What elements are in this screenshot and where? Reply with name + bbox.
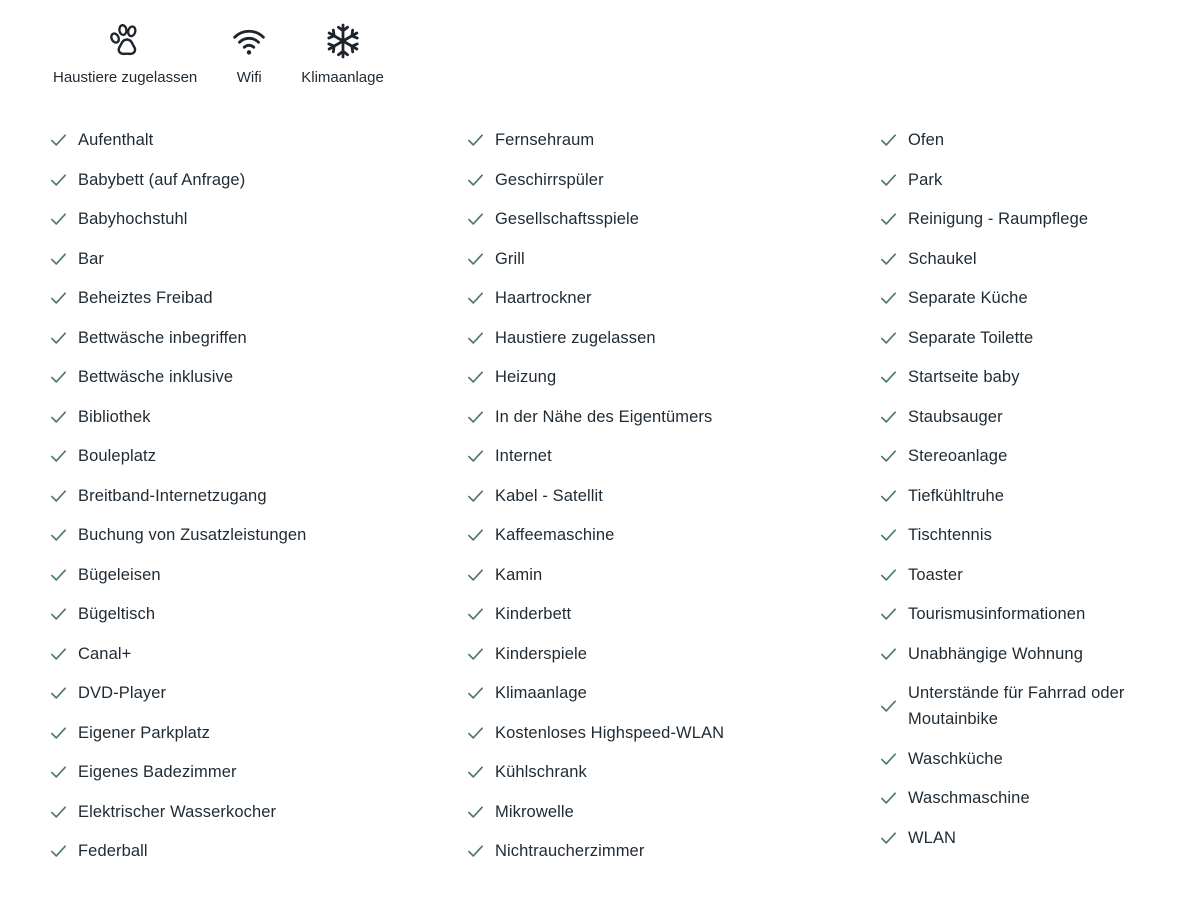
check-icon [467,765,484,779]
amenity-label: Bouleplatz [78,447,157,465]
amenity-item [880,483,1200,509]
check-icon [467,805,484,819]
paw-icon [106,20,144,62]
amenity-item [467,325,880,351]
check-icon [50,568,67,582]
check-icon [467,370,484,384]
amenities-column-1 [50,127,467,878]
check-icon [50,647,67,661]
amenity-item [467,641,880,667]
amenity-item [880,285,1200,311]
amenity-label: Kostenloses Highspeed-WLAN [495,723,725,742]
amenities-column-3 [880,127,1200,878]
check-icon [467,173,484,187]
amenity-item [50,285,467,311]
feature-aircon [301,20,384,87]
amenity-item [467,167,880,193]
check-icon [880,370,897,384]
check-icon [880,489,897,503]
amenity-label: Buchung von Zusatzleistungen [78,526,307,544]
check-icon [50,133,67,147]
amenity-label: Eigener Parkplatz [78,723,210,742]
check-icon [880,133,897,147]
amenity-label: In der Nähe des Eigentümers [495,407,713,426]
amenity-label: Tischtennis [908,526,992,544]
amenity-item [50,483,467,509]
check-icon [50,252,67,266]
check-icon [50,449,67,463]
amenity-label: Reinigung - Raumpflege [908,210,1089,228]
amenity-label: Bügeltisch [78,605,156,623]
check-icon [50,370,67,384]
check-icon [880,607,897,621]
amenity-label: Haustiere zugelassen [495,328,656,347]
amenity-item [467,285,880,311]
amenity-item [50,206,467,232]
amenity-item [467,799,880,825]
amenity-item [880,680,1200,732]
check-icon [880,449,897,463]
amenity-label: Grill [495,249,525,268]
amenity-label: Breitband-Internetzugang [78,486,267,505]
check-icon [50,291,67,305]
check-icon [880,647,897,661]
amenity-label: Kinderspiele [495,644,588,663]
amenity-item [467,680,880,706]
amenity-label: WLAN [908,828,957,847]
check-icon [467,647,484,661]
amenity-label: Bügeleisen [78,565,161,584]
amenity-label: Internet [495,447,552,465]
wifi-icon [230,20,268,62]
amenity-item [50,167,467,193]
amenity-item [467,483,880,509]
check-icon [467,449,484,463]
check-icon [467,212,484,226]
amenity-label: Canal+ [78,644,132,663]
amenity-label: Staubsauger [908,407,1003,426]
amenity-label: Gesellschaftsspiele [495,210,640,228]
check-icon [880,699,897,713]
check-icon [467,726,484,740]
amenity-item [880,522,1200,548]
feature-label-pets: Haustiere zugelassen [53,69,198,86]
amenity-label: Ofen [908,131,945,149]
check-icon [880,331,897,345]
amenity-label: Kaffeemaschine [495,526,615,544]
check-icon [50,844,67,858]
amenity-item [50,364,467,390]
amenity-item [467,246,880,272]
amenity-item [880,641,1200,667]
amenity-item [467,206,880,232]
amenities-column-2 [467,127,880,878]
amenity-label: Beheiztes Freibad [78,289,213,307]
check-icon [880,252,897,266]
amenity-label: Unterstände für Fahrrad oder Moutainbike [908,684,1125,728]
amenity-label: Haartrockner [495,289,592,307]
amenity-item [467,601,880,627]
check-icon [880,831,897,845]
amenity-label: Stereoanlage [908,447,1008,465]
amenity-label: Bibliothek [78,407,151,426]
amenity-item [467,838,880,864]
amenity-label: Bar [78,249,104,268]
amenity-item [467,127,880,153]
check-icon [467,528,484,542]
amenity-label: Kabel - Satellit [495,486,603,505]
amenity-label: Babyhochstuhl [78,210,188,228]
amenity-item [50,443,467,469]
amenity-item [50,246,467,272]
check-icon [880,410,897,424]
amenity-label: Federball [78,842,148,860]
feature-label-wifi: Wifi [236,69,262,86]
feature-icons-header [0,0,1200,87]
amenity-item [880,746,1200,772]
amenity-item [880,325,1200,351]
amenity-item [880,404,1200,430]
amenity-item [467,759,880,785]
amenity-label: Geschirrspüler [495,170,604,189]
amenity-item [50,404,467,430]
amenity-item [467,720,880,746]
check-icon [880,752,897,766]
check-icon [467,568,484,582]
check-icon [467,331,484,345]
feature-label-aircon: Klimaanlage [301,69,384,86]
amenity-label: Eigenes Badezimmer [78,763,237,781]
check-icon [50,489,67,503]
check-icon [467,291,484,305]
amenity-item [880,443,1200,469]
amenity-label: Kinderbett [495,605,572,623]
amenity-item [50,720,467,746]
amenity-label: Aufenthalt [78,131,154,149]
amenity-item [880,246,1200,272]
check-icon [50,607,67,621]
amenity-label: Tourismusinformationen [908,605,1086,623]
amenities-list [0,127,1200,878]
amenity-label: Mikrowelle [495,802,574,821]
amenity-item [880,785,1200,811]
amenity-label: Separate Toilette [908,328,1034,347]
check-icon [50,410,67,424]
amenity-item [50,522,467,548]
amenity-item [50,325,467,351]
check-icon [50,805,67,819]
amenity-item [880,206,1200,232]
check-icon [880,528,897,542]
amenity-label: Kühlschrank [495,763,587,781]
amenity-label: Bettwäsche inklusive [78,368,234,386]
amenity-item [467,522,880,548]
check-icon [880,212,897,226]
amenity-label: Bettwäsche inbegriffen [78,328,247,347]
feature-wifi [230,20,268,87]
check-icon [50,173,67,187]
check-icon [467,686,484,700]
amenity-label: Toaster [908,565,963,584]
amenity-label: Separate Küche [908,289,1028,307]
amenity-label: Elektrischer Wasserkocher [78,802,277,821]
amenity-label: DVD-Player [78,684,167,702]
check-icon [50,726,67,740]
amenity-item [467,443,880,469]
check-icon [467,489,484,503]
amenity-item [467,404,880,430]
feature-pets [53,20,197,87]
check-icon [880,791,897,805]
amenity-item [880,167,1200,193]
amenity-label: Waschmaschine [908,789,1030,807]
check-icon [880,291,897,305]
amenity-label: Fernsehraum [495,131,595,149]
amenity-label: Heizung [495,368,557,386]
check-icon [50,765,67,779]
amenity-item [880,601,1200,627]
check-icon [880,568,897,582]
check-icon [467,252,484,266]
amenity-label: Klimaanlage [495,684,587,702]
snowflake-icon [323,20,363,62]
amenity-item [50,562,467,588]
check-icon [467,133,484,147]
amenity-item [880,825,1200,851]
amenity-label: Kamin [495,565,543,584]
check-icon [467,844,484,858]
amenity-item [467,562,880,588]
amenity-item [50,680,467,706]
amenity-item [880,562,1200,588]
check-icon [50,528,67,542]
amenity-item [50,759,467,785]
amenity-label: Babybett (auf Anfrage) [78,170,246,189]
amenity-item [50,838,467,864]
amenity-item [880,364,1200,390]
amenity-item [880,127,1200,153]
check-icon [50,212,67,226]
check-icon [50,331,67,345]
check-icon [50,686,67,700]
amenity-label: Unabhängige Wohnung [908,644,1083,663]
amenity-item [50,601,467,627]
amenity-item [467,364,880,390]
amenity-label: Nichtraucherzimmer [495,842,645,860]
amenity-item [50,127,467,153]
amenity-label: Waschküche [908,749,1003,768]
amenity-label: Park [908,170,943,189]
check-icon [467,410,484,424]
amenity-label: Tiefkühltruhe [908,486,1005,505]
amenity-item [50,641,467,667]
check-icon [467,607,484,621]
amenity-item [50,799,467,825]
amenity-label: Schaukel [908,249,977,268]
check-icon [880,173,897,187]
amenity-label: Startseite baby [908,368,1020,386]
